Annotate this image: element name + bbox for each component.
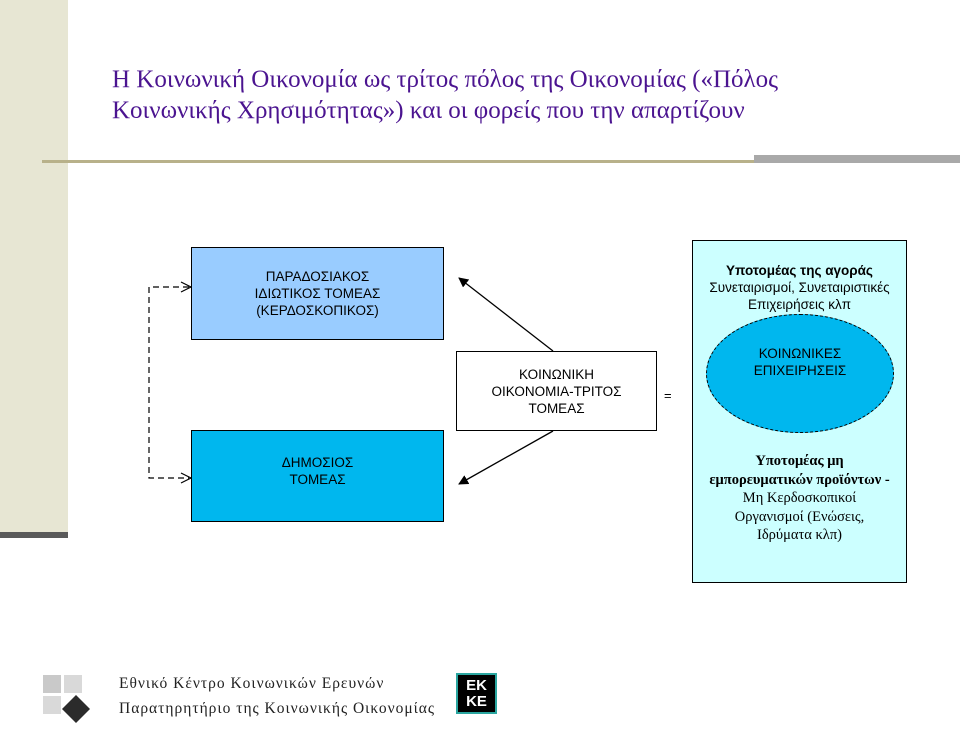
social-enterprises-ellipse: [706, 314, 894, 433]
public-sector-box: [191, 430, 444, 522]
market-subsector-title: Υποτομέας της αγοράς: [726, 263, 873, 278]
social-economy-line-1: ΚΟΙΝΩΝΙΚΗ: [519, 366, 594, 382]
logo-square-icon: [64, 675, 82, 693]
equals-sign: =: [664, 388, 672, 403]
arrow-social-to-public: [459, 431, 553, 484]
nonmarket-details-line-2: Οργανισμοί (Ενώσεις,: [734, 508, 865, 525]
nonmarket-details-line-1: Μη Κερδοσκοπικοί: [742, 490, 857, 506]
private-sector-box: [191, 247, 444, 340]
logo-square-icon: [43, 675, 61, 693]
private-sector-line-1: ΠΑΡΑΔΟΣΙΑΚΟΣ: [265, 269, 370, 284]
title-line-2: Κοινωνικής Χρησιμότητας») και οι φορείς που την απαρτίζουν: [112, 97, 745, 124]
market-details-line-1: Συνεταιρισμοί, Συνεταιριστικές: [709, 280, 890, 295]
private-sector-line-3: (ΚΕΡΔΟΣΚΟΠΙΚΟΣ): [256, 303, 379, 318]
market-subsector-details: [692, 279, 907, 313]
market-details-line-2: Επιχειρήσεις κλπ: [747, 297, 852, 312]
nonmarket-subsector-text: [692, 452, 907, 545]
social-economy-box: [456, 351, 657, 431]
logo-square-icon: [43, 696, 61, 714]
nonmarket-title-line-1: Υποτομέας μη: [755, 453, 844, 469]
public-sector-line-1: ΔΗΜΟΣΙΟΣ: [281, 455, 354, 470]
social-economy-line-3: ΤΟΜΕΑΣ: [528, 400, 585, 416]
title-line-1: Η Κοινωνική Οικονομία ως τρίτος πόλος της Οικονομίας («Πόλος: [112, 66, 779, 93]
social-enterprises-line-1: ΚΟΙΝΩΝΙΚΕΣ: [758, 346, 842, 361]
nonmarket-title-line-2: εμπορευματικών προϊόντων -: [709, 471, 890, 488]
footer-line-2: Παρατηρητήριο της Κοινωνικής Οικονομίας: [119, 700, 436, 717]
dashed-bracket-connector: [149, 287, 189, 478]
ekke-logo-text: ΕΚΚΕ: [466, 676, 487, 710]
footer-line-1: Εθνικό Κέντρο Κοινωνικών Ερευνών: [119, 675, 385, 692]
public-sector-line-2: ΤΟΜΕΑΣ: [289, 472, 346, 487]
footer-institution-logo: [12, 667, 446, 729]
private-sector-line-2: ΙΔΙΩΤΙΚΟΣ ΤΟΜΕΑΣ: [254, 286, 381, 301]
arrow-social-to-private: [459, 278, 553, 351]
logo-diamond-icon: [60, 693, 92, 725]
social-enterprises-line-2: ΕΠΙΧΕΙΡΗΣΕΙΣ: [753, 363, 847, 378]
nonmarket-details-line-3: Ιδρύματα κλπ): [757, 527, 842, 543]
social-economy-line-2: ΟΙΚΟΝΟΜΙΑ-ΤΡΙΤΟΣ: [491, 383, 622, 399]
ekke-logo-icon: [456, 673, 497, 714]
